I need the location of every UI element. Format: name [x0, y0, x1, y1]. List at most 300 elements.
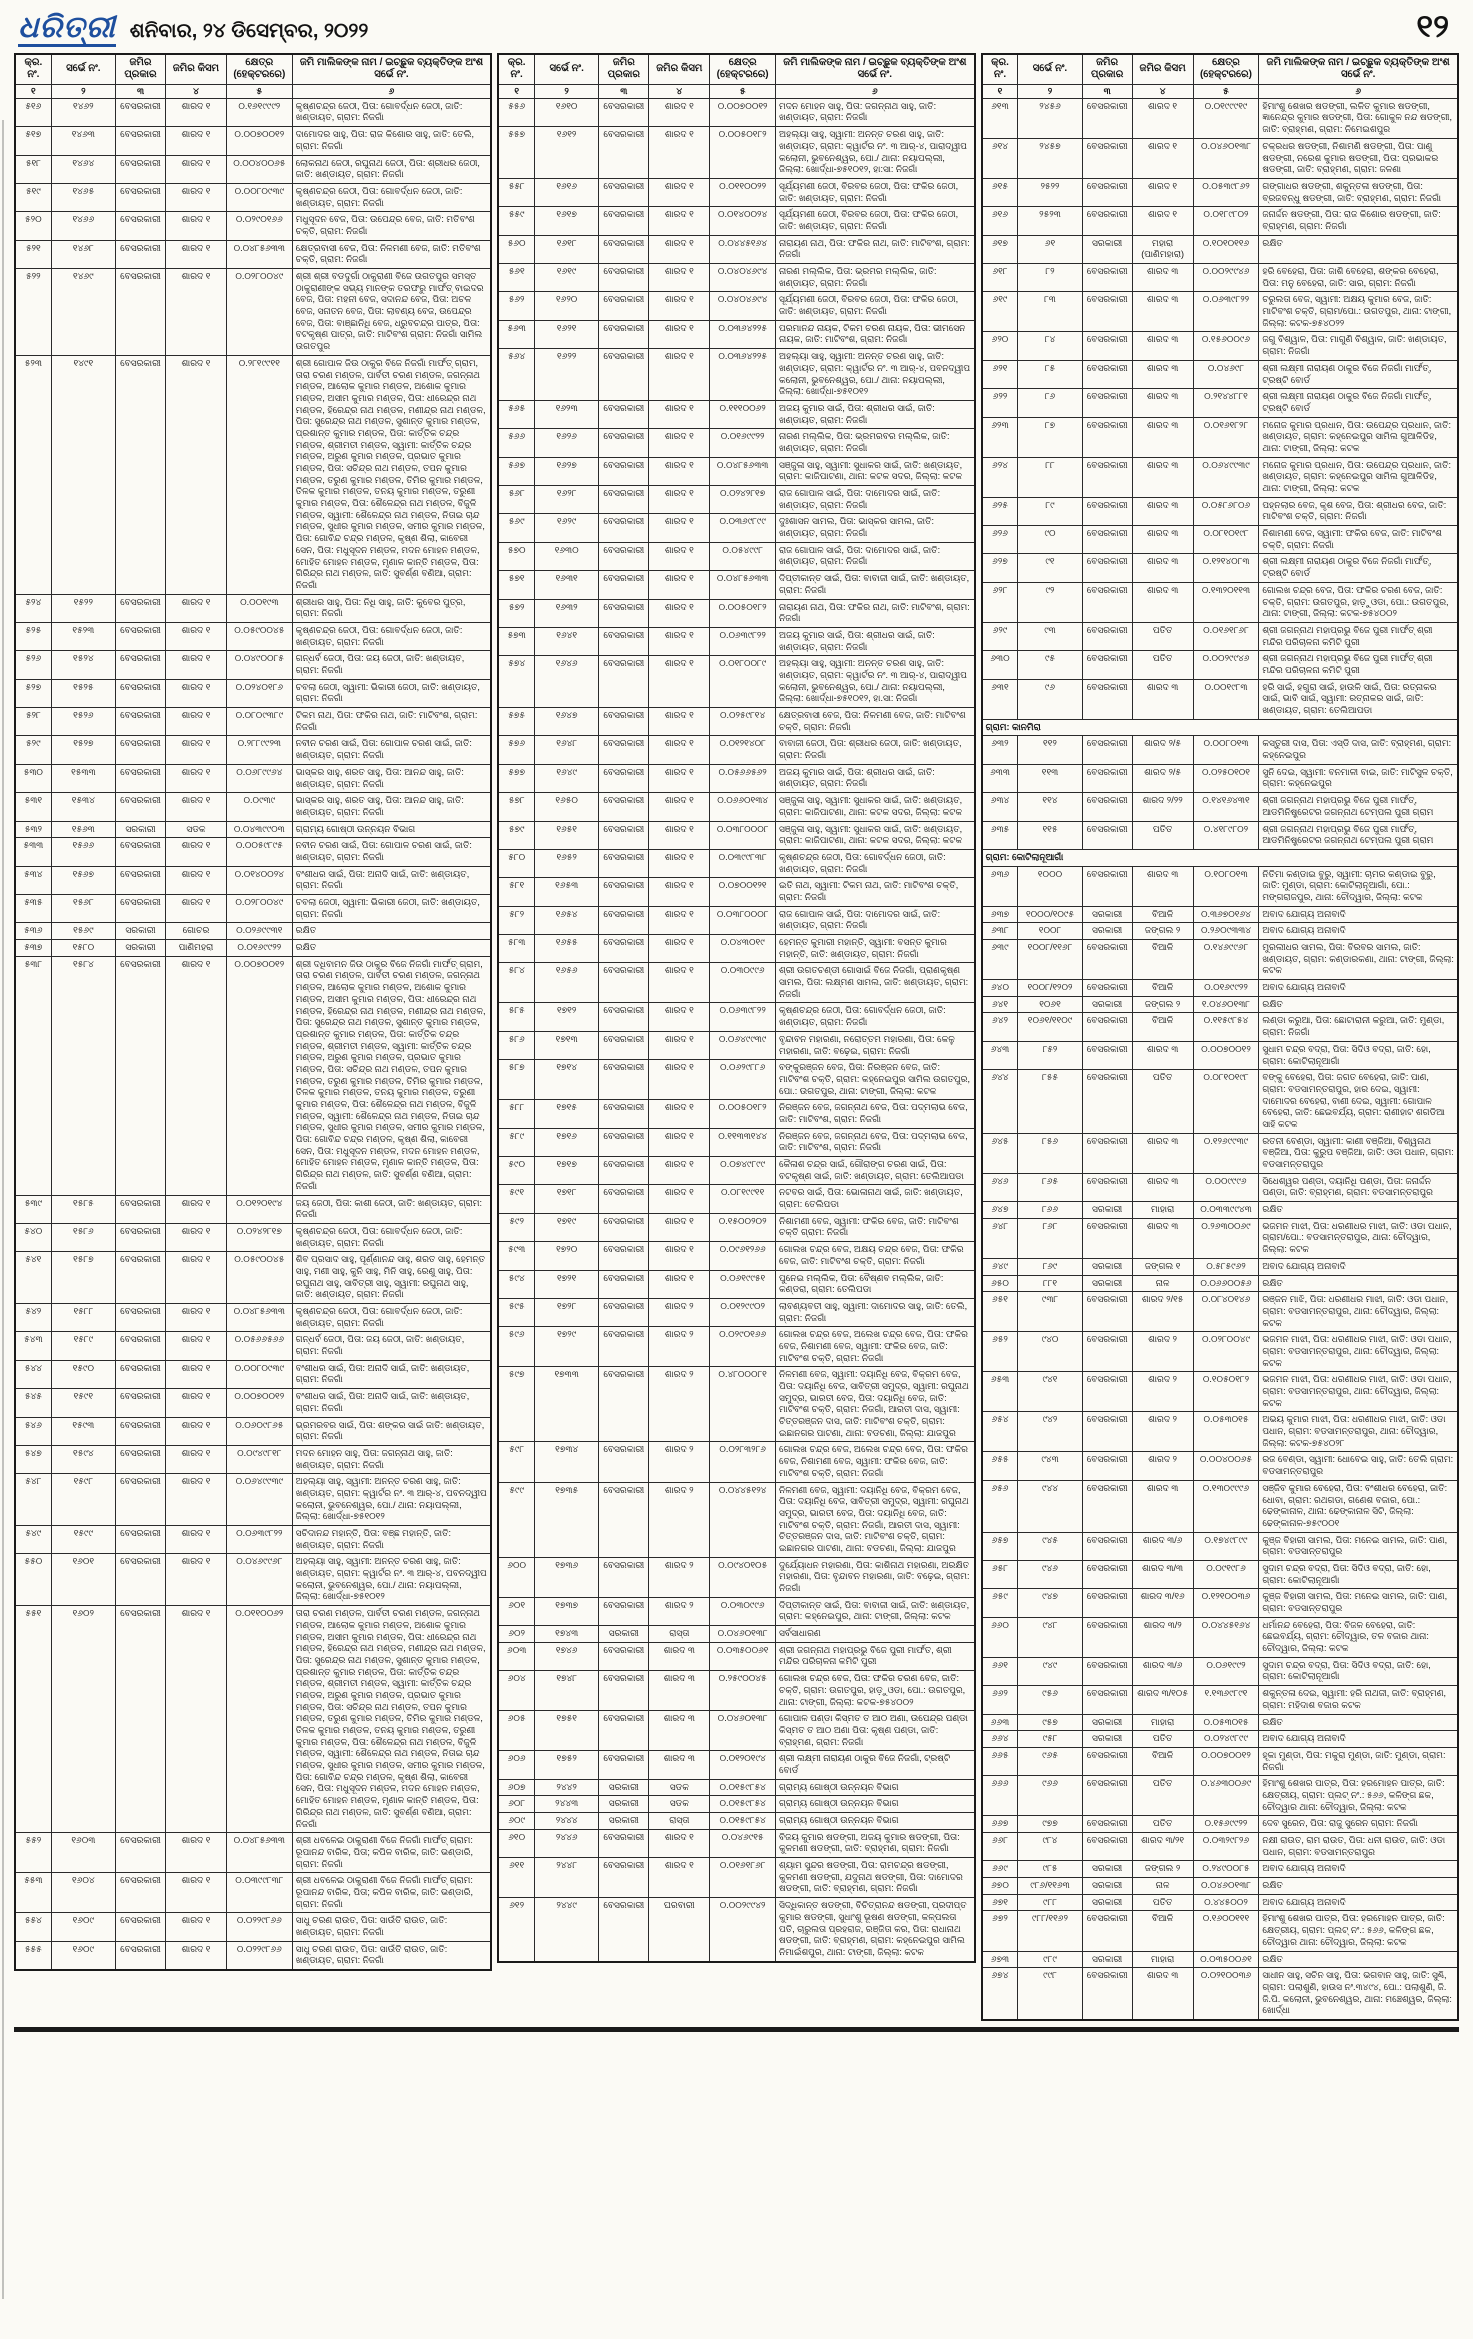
cell-owner-name: ନିରଞ୍ଜନ ବେଜ, ଜଗନ୍ନାଥ ବେଜ, ପିତା: ପଦ୍ମଲାଭ ବେଜ, ଜାତି: ମାଟିବଂଶ, ଗ୍ରାମ: ନିଜଗାଁ — [776, 1128, 975, 1156]
cell-area-hectare: ୦.୦୧୬୧୮୨୮ — [1193, 417, 1259, 457]
cell-survey-no: ୧୫୮୪ — [51, 956, 115, 1195]
table-row — [982, 457, 1458, 497]
cell-serial-no: ୬୬୩ — [982, 1714, 1018, 1731]
cell-area-hectare: ୦.୦୧୫୯୮୫୪ — [710, 1779, 776, 1796]
cell-survey-no: ୧୭୫୨ — [535, 1751, 599, 1779]
cell-land-type: ବେସରକାରୀ — [1082, 1218, 1132, 1258]
cell-survey-no: ୧୭୪୩ — [535, 1626, 599, 1643]
column-header-2: ସର୍ଭେ ନଂ. — [535, 54, 599, 85]
cell-serial-no: ୫୯୨ — [498, 1213, 534, 1241]
cell-land-kisam: ଶାରଦ ୩ — [1132, 1480, 1193, 1532]
cell-area-hectare: ୦.୧୧୫୯୮୫୪ — [1193, 1013, 1259, 1041]
cell-land-type: ବେସରକାରୀ — [599, 627, 649, 655]
cell-serial-no: ୫୨୨ — [15, 269, 51, 356]
cell-land-type: ବେସରକାରୀ — [1082, 764, 1132, 792]
table-row — [982, 1412, 1458, 1452]
cell-land-kisam: ଜଙ୍ଗଲ ୨ — [1132, 996, 1193, 1013]
column-header-4: ଜମିର କିସମ — [1132, 54, 1193, 85]
cell-owner-name: ଚକ୍ରଧର ଷଡଙ୍ଗୀ, ନିଶାମଣି ଷଡଙ୍ଗୀ, ପିତା: ପାଣୁ ଷଡଙ୍ଗୀ, ନରେଶ କୁମାର ଷଡଙ୍ଗୀ, ପିତା: ପ୍ରଭାକର ଷଡଙ୍ଗୀ, ଜାତି: ବ୍ରାହ୍ମଣ, ଗ୍ରାମ: ଜଳଣା — [1259, 138, 1458, 178]
cell-land-kisam: ଶାରଦ ୧ — [1132, 138, 1193, 178]
cell-land-type: ବେସରକାରୀ — [115, 1606, 165, 1833]
cell-survey-no: ୧୫୮୬ — [51, 1223, 115, 1251]
table-row — [982, 1776, 1458, 1816]
cell-owner-name: ଲଣ୍ଡା କରୁଆ, ପିତା: ଛୋଟାରାନୀ କରୁଆ, ଜାତି: ମୁଣ୍ଡା, ଗ୍ରାମ: ନିଜଗାଁ — [1259, 1013, 1458, 1041]
cell-serial-no: ୫୪୨ — [15, 1304, 51, 1332]
cell-area-hectare: ୦.୦୮୧୦୧୯୮ — [1193, 526, 1259, 554]
cell-area-hectare: ୦.୦୪୯୦୦୮୫ — [226, 651, 292, 679]
cell-owner-name: ଶ୍ରୀ ଗୋପାଳ ଜିଉ ଠାକୁର ବିଜେ ନିଜଗାଁ ମାର୍ଫତ୍ ଗ୍ରାମ, ତାରା ଚରଣ ମଣ୍ଡଳ, ପାର୍ବତୀ ଚରଣ ମଣ୍ଡଳ, ଜଗନ୍ନାଥ ମଣ୍ଡଳ, ଆଲୋକ କୁମାର ମଣ୍ଡଳ, ଅଶୋକ କୁମାର ମଣ୍ଡଳ, ଅସୀମ କୁମାର ମଣ୍ଡଳ, ପିତା: ଧୀରେନ୍ଦ୍ର ନାଥ ମଣ୍ଡଳ, ହିରେନ୍ଦ୍ର ନାଥ ମଣ୍ଡଳ, ମଣୀନ୍ଦ୍ର ନାଥ ମଣ୍ଡଳ, ପିତା: ସୁରେନ୍ଦ୍ର ନାଥ ମଣ୍ଡଳ, ସୁଶାନ୍ତ କୁମାର ମଣ୍ଡଳ, ପ୍ରଶାନ୍ତ କୁମାର ମଣ୍ଡଳ, ପିତା: କାର୍ତ୍ତିକ ଚନ୍ଦ୍ର ମଣ୍ଡଳ, ଶ୍ରୀମତୀ ମଣ୍ଡଳ, ସ୍ୱାମୀ: କାର୍ତ୍ତିକ ଚନ୍ଦ୍ର ମଣ୍ଡଳ, ଅରୁଣ କୁମାର ମଣ୍ଡଳ, ପ୍ରଭାତ କୁମାର ମଣ୍ଡଳ, ପିତା: ସଚିନ୍ଦ୍ର ନାଥ ମଣ୍ଡଳ, ତପନ କୁମାର ମଣ୍ଡଳ, ତରୁଣ କୁମାର ମଣ୍ଡଳ, ତିମିର କୁମାର ମଣ୍ଡଳ, ତିଳକ କୁମାର ମଣ୍ଡଳ, ତନୟ କୁମାର ମଣ୍ଡଳ, ତରୁଣୀ କୁମାର ମଣ୍ଡଳ, ପିତା: ଶୈଳେନ୍ଦ୍ର ନାଥ ମଣ୍ଡଳ, ବିଜୁଳି ମଣ୍ଡଳ, ସ୍ୱାମୀ: ଶୈଳେନ୍ଦ୍ର ନାଥ ମଣ୍ଡଳ, ନିତାଇ ଚାନ୍ଦ ମଣ୍ଡଳ, ସୁଧୀର କୁମାର ମଣ୍ଡଳ, ସମୀର କୁମାର ମଣ୍ଡଳ, ପିତା: ଗୋବିନ୍ଦ ଚନ୍ଦ୍ର ମଣ୍ଡଳ, କୃଷ୍ଣ ଶିଲା, କାବେରୀ ସେନ, ପିତା: ମଧୁସୂଦନ ମଣ୍ଡଳ, ମଦନ ମୋହନ ମଣ୍ଡଳ, ମୋହିତ ମୋହନ ମଣ୍ଡଳ, ମୃଣାଳ କାନ୍ତି ମଣ୍ଡଳ, ପିତା: ଗିରିନ୍ଦ୍ର ନାଥ ମଣ୍ଡଳ, ଜାତି: ସୁବର୍ଣ୍ଣ ବଣିଆ, ଗ୍ରାମ: ନିଜଗାଁ — [292, 355, 491, 594]
cell-owner-name: ନିରଞ୍ଜନ ବେଜ, ଜଗନ୍ନାଥ ବେଜ, ପିତା: ପଦ୍ମଲାଭ ବେଜ, ଜାତି: ମାଟିବଂଶ, ଗ୍ରାମ: ନିଜଗାଁ — [776, 1100, 975, 1128]
cell-serial-no: ୫୭୪ — [498, 656, 534, 708]
cell-land-type: ସରକାରୀ — [1082, 1275, 1132, 1292]
cell-serial-no: ୫୫୩ — [15, 1873, 51, 1913]
cell-land-kisam: ଶାରଦ ୧ — [649, 571, 710, 599]
cell-owner-name: ରତନୀ ବେଣ୍ଡା, ସ୍ୱାମୀ: କାଣୀ ବଞ୍ଜିଆ, ବିଶ୍ୱନାଥ ବଞ୍ଜିଆ, ପିତା: କୁରୁପ ବଞ୍ଜିଆ, ଜାତି: ଓଡା ପଧାନ, ଗ୍ରାମ: ବଡସାମନ୍ତରାପୁର — [1259, 1133, 1458, 1173]
cell-land-kisam: ଶାରଦ ୧ — [649, 1829, 710, 1857]
cell-survey-no: ୧୬୫୬ — [535, 963, 599, 1003]
cell-serial-no: ୫୯୩ — [498, 1242, 534, 1270]
cell-land-type: ବେସରକାରୀ — [115, 183, 165, 211]
village-section-row — [982, 849, 1458, 866]
cell-land-kisam: ଶାରଦ ୨ — [1132, 1332, 1193, 1372]
cell-owner-name: ସୂର୍ଯ୍ୟମଣୀ ଜେଠୀ, ବିରବର ଜେଠୀ, ପିତା: ଫକିର ଜେଠୀ, ଜାତି: ଖଣ୍ଡାୟତ, ଗ୍ରାମ: ନିଜଗାଁ — [776, 207, 975, 235]
table-row — [498, 793, 974, 821]
cell-owner-name: ଗନ୍ଧର୍ବ ଜେଠୀ, ପିତା: ଜୟ ଜେଠୀ, ଜାତି: ଖଣ୍ଡାୟତ, ଗ୍ରାମ: ନିଜଗାଁ — [292, 651, 491, 679]
table-row — [15, 1941, 491, 1970]
cell-land-kisam: ଶାରଦ ୧ — [649, 349, 710, 401]
cell-survey-no: ୧୭୩୪ — [535, 1442, 599, 1482]
cell-land-kisam: ଶାରଦ ୧ — [165, 895, 226, 923]
cell-area-hectare: ୦.୦୧୬୯୯୨୨ — [710, 429, 776, 457]
cell-area-hectare: ୦.୦୫୮୬୮୦୬ — [1193, 497, 1259, 525]
table-row — [498, 1031, 974, 1059]
cell-survey-no: ୧୫୯୩ — [51, 1417, 115, 1445]
cell-land-kisam: ଘରବାରୀ — [649, 1898, 710, 1962]
cell-serial-no: ୫୩୬ — [15, 923, 51, 940]
cell-area-hectare: ୦.୦୧୬୧୮୬୮ — [710, 1858, 776, 1898]
table-header — [982, 54, 1458, 99]
cell-survey-no: ୧୫୬୮ — [51, 895, 115, 923]
cell-land-kisam: ଶାରଦ ୧ — [165, 1417, 226, 1445]
cell-land-type: ବେସରକାରୀ — [1082, 980, 1132, 997]
cell-survey-no: ୮୫୫ — [1018, 1070, 1082, 1133]
cell-land-type: ବେସରକାରୀ — [599, 1367, 649, 1442]
cell-owner-name: ହିମାଂଶୁ ଶେଖର ଷଡଙ୍ଗୀ, ଲଳିତ କୁମାର ଷଡଙ୍ଗୀ, ଜ୍ଞାନେନ୍ଦ୍ର କୁମାର ଷଡଙ୍ଗୀ, ପିତା: ଗୋକୁଳ ନନ୍ଦ ଷଡଙ୍ଗୀ, ଜାତି: ବ୍ରାହ୍ମଣ, ଗ୍ରାମ: ନିମେଇଶପୁର — [1259, 98, 1458, 138]
cell-serial-no: ୬୩୭ — [982, 906, 1018, 923]
table-row — [982, 360, 1458, 388]
cell-land-kisam: ବିଆଳି — [1132, 1747, 1193, 1775]
cell-owner-name: ହିମାଂଶୁ ଶେଖର ପାତ୍ର, ପିତା: ହରମୋହନ ପାତ୍ର, ଜାତି: କ୍ଷେତ୍ରୀୟ, ଗ୍ରାମ: ପ୍ଲଟ୍ ନଂ.: ୫୬୬, କଳିଙ୍ଗ ଛକ, ଚୌଦ୍ୱାର ଥାନା: ଚୌଦ୍ୱାର, ଜିଲ୍ଲା: କଟକ — [1259, 1911, 1458, 1951]
table-row — [15, 821, 491, 838]
cell-survey-no: ୯୮୮ — [1018, 1894, 1082, 1911]
cell-owner-name: ନବୀନ ଚରଣ ସାଇଁ, ପିତା: ଗୋପାଳ ଚରଣ ସାଇଁ, ଜାତି: ଖଣ୍ଡାୟତ, ଗ୍ରାମ: ନିଜଗାଁ — [292, 838, 491, 866]
cell-owner-name: ରଜ ବେଣ୍ଡା, ସ୍ୱାମୀ: ଧୋବେଇ ସାହୁ, ଜାତି: ତେଲି ଗ୍ରାମ: ବଡସାମନ୍ତରାପୁର — [1259, 1452, 1458, 1480]
land-records-table — [14, 53, 492, 1972]
column-number-5: ୫ — [710, 84, 776, 98]
cell-land-type: ବେସରକାରୀ — [1082, 866, 1132, 906]
cell-land-type: ବେସରକାରୀ — [599, 1031, 649, 1059]
cell-owner-name: ଅହଲ୍ୟା ସାହୁ, ସ୍ୱାମୀ: ଅନନ୍ତ ଚରଣ ସାହୁ, ଜାତି: ଖଣ୍ଡାୟତ, ଗ୍ରାମ: କ୍ୱାର୍ଟର ନଂ. ୩ ଆର୍-୪, ପାରାଦ୍ୱୀପ କଲୋନୀ, ଭୁବନେଶ୍ୱର, ପୋ./ ଥାନା: ନୟାପଲ୍ଲୀ, ଜିଲ୍ଲା: ଖୋର୍ଦ୍ଧା-୭୫୧୦୧୨, ହା:ସା: ନିଜଗାଁ — [776, 127, 975, 179]
cell-serial-no: ୫୨୪ — [15, 594, 51, 622]
cell-land-type: ସରକାରୀ — [1082, 1258, 1132, 1275]
cell-land-kisam: ଶାରଦ ୨ — [1132, 1412, 1193, 1452]
cell-owner-name: ସିଦ୍ଧିକାନ୍ତ ଷଡଙ୍ଗୀ, ବିଚିତ୍ରାନନ୍ଦ ଷଡଙ୍ଗୀ, ପ୍ରଦୀପ୍ତ କୁମାର ଷଡଙ୍ଗୀ, ସୁଧାଂଶୁ ଭୂଷଣ ଷଡଙ୍ଗୀ, କଳ୍ପଲତା ପତି, ଚାରୁଲତା ପ୍ରହରାଜ, ରଞ୍ଜିତା କର, ପିତା: ରାଧାନାଥ ଷଡଙ୍ଗୀ, ଜାତି: ବ୍ରାହ୍ମଣ, ଗ୍ରାମ: କହ୍ନେଇପୁର ସାମିଲ ନିମାଇଁଶପୁର, ଥାନା: ଟାଙ୍ଗୀ, ଜିଲ୍ଲା: କଟକ — [776, 1898, 975, 1962]
table-row — [498, 599, 974, 627]
table-row — [15, 736, 491, 764]
cell-land-kisam: ଶାରଦ ୩ — [1132, 389, 1193, 417]
cell-owner-name: ସୁଦାମ ଚନ୍ଦ୍ର ବଦ୍ରା, ପିତା: ସିଦିଓ ବଦ୍ରା, ଜାତି: ହୋ, ଗ୍ରାମ: କୋଟିଲାନୂଆଗାଁ — [1259, 1657, 1458, 1685]
cell-owner-name: ରକ୍ଷିତ — [1259, 235, 1458, 263]
table-row — [498, 1128, 974, 1156]
cell-survey-no: ୧୬୪୯ — [535, 764, 599, 792]
cell-land-kisam: ପତିତ — [1132, 1776, 1193, 1816]
cell-area-hectare: ୦.୦୨୫୯୮୧୪ — [710, 708, 776, 736]
table-row — [15, 1252, 491, 1304]
cell-survey-no: ୧୫୯୧ — [51, 1389, 115, 1417]
cell-owner-name: କୁଞ୍ଜ ବିହାରୀ ସାମଲ, ପିତା: ମନେଇ ସାମଲ, ଜାତି: ପାଣ, ଗ୍ରାମ: ବଡସାନ୍ତରାପୁର — [1259, 1589, 1458, 1617]
cell-owner-name: ଗନ୍ଧର୍ବ ଜେଠୀ, ପିତା: ଜୟ ଜେଠୀ, ଜାତି: ଖଣ୍ଡାୟତ, ଗ୍ରାମ: ନିଜଗାଁ — [292, 1332, 491, 1360]
cell-survey-no: ୧୫୩୩ — [51, 764, 115, 792]
cell-land-type: ବେସରକାରୀ — [599, 1100, 649, 1128]
cell-land-type: ସରକାରୀ — [1082, 1731, 1132, 1748]
cell-owner-name: ପୁନେଇ ମଲ୍ଲିକ, ପିତା: ବୈଷ୍ଣବ ମଲ୍ଲିକ, ଜାତି: କଣ୍ଡରା, ଗ୍ରାମ: ତେଲିପଡା — [776, 1270, 975, 1298]
cell-area-hectare: ୦.୦୦୭୦୦୧୨ — [710, 98, 776, 126]
cell-land-kisam: ଶାରଦ ୧ — [165, 355, 226, 594]
cell-land-type: ସରକାରୀ — [115, 940, 165, 957]
cell-serial-no: ୫୫୯ — [498, 207, 534, 235]
cell-area-hectare: ୦.୦୩୨୯୮୨୬ — [1193, 1833, 1259, 1861]
cell-serial-no: ୬୧୧ — [498, 1858, 534, 1898]
cell-area-hectare: ୦.୦୬୬୦୧୩୪ — [710, 793, 776, 821]
cell-land-kisam: ମାହାରା — [1132, 1714, 1193, 1731]
cell-land-kisam: ଶାରଦ ୨ — [649, 1557, 710, 1597]
cell-owner-name: ଜଗୁ ବିଶ୍ୱାଳ, ପିତା: ମାଗୁଣି ବିଶ୍ୱାଳ, ଜାତି: ଖଣ୍ଡାୟତ, ଗ୍ରାମ: ନିଜଗାଁ — [1259, 332, 1458, 360]
cell-survey-no: ୧୫୮୯ — [51, 1332, 115, 1360]
cell-land-type: ବେସରକାରୀ — [599, 349, 649, 401]
cell-owner-name: କୃଷ୍ଣଚନ୍ଦ୍ର ଜେଠୀ, ପିତା: ଗୋବର୍ଦ୍ଧନ ଜେଠୀ, ଜାତି: ଖଣ୍ଡାୟତ, ଗ୍ରାମ: ନିଜଗାଁ — [292, 183, 491, 211]
cell-area-hectare: ୦.୦୪୬୦୧୩୮ — [1193, 1878, 1259, 1895]
table-row — [982, 1292, 1458, 1332]
table-row — [498, 127, 974, 179]
cell-area-hectare: ୦.୦୪୮୫୬୩୩ — [226, 1833, 292, 1873]
cell-serial-no: ୫୩୮ — [15, 956, 51, 1195]
cell-land-kisam: ଶାରଦ ୧ — [165, 679, 226, 707]
cell-land-type: ବେସରକାରୀ — [599, 656, 649, 708]
cell-survey-no: ୧୬୦୨ — [51, 1606, 115, 1833]
cell-survey-no: ୯୩ — [1018, 622, 1082, 650]
cell-survey-no: ୧୬୨୧ — [535, 320, 599, 348]
cell-land-kisam: ଶାରଦ ୧ — [165, 1606, 226, 1833]
cell-serial-no: ୫୭୨ — [498, 599, 534, 627]
table-row — [498, 457, 974, 485]
cell-land-type: ବେସରକାରୀ — [115, 98, 165, 126]
cell-land-type: ବେସରକାରୀ — [115, 1252, 165, 1304]
table-row — [498, 1060, 974, 1100]
cell-area-hectare: ୦.୧୦୫୦୧୮୨ — [1193, 1372, 1259, 1412]
cell-survey-no: ୯୮୯ — [1018, 1951, 1082, 1968]
cell-land-kisam: ଶାରଦ ୧ — [165, 736, 226, 764]
cell-area-hectare: ୦.୦୨୮୦୦୪୯ — [226, 269, 292, 356]
cell-area-hectare: ୦.୦୧୨୦୧୯୪ — [226, 1195, 292, 1223]
table-row — [498, 1242, 974, 1270]
cell-land-kisam: ଶାରଦ ୧ — [649, 656, 710, 708]
cell-area-hectare: ୦.୦୧୧୦୦୨୨ — [710, 178, 776, 206]
cell-serial-no: ୫୧୯ — [15, 183, 51, 211]
cell-land-type: ବେସରକାରୀ — [599, 292, 649, 320]
cell-serial-no: ୬୦୫ — [498, 1711, 534, 1751]
table-row — [498, 1100, 974, 1128]
cell-owner-name: ନିଳମଣୀ ବେଜ, ସ୍ୱାମୀ: ଦୟାନିଧି ବେଜ, ବିକ୍ରମ ବେଜ, ପିତା: ଦୟାନିଧି ବେଜ, ସାବିତ୍ରୀ ସମୁଦ୍ର, ସ୍ୱାମୀ: ରଘୁନାଥ ସମୁଦ୍ର, ଭାରତୀ ବେଜ, ପିତା: ଦୟାନିଧି ବେଜ, ଜାତି: ମାଟିବଂଶ ଚକ୍ତି, ଗ୍ରାମ: ନିଜଗାଁ, ଆରତୀ ଦାସ, ସ୍ୱାମୀ: ଚିତ୍ତରଞ୍ଜନ ଦାସ, ଜାତି: ମାଟିବଂଶ ଚକ୍ତି, ଗ୍ରାମ: ଇଛାନଗର ପାଟଣା, ଥାନା: ବଡଚଣା, ଜିଲ୍ଲା: ଯାଜପୁର — [776, 1482, 975, 1557]
cell-area-hectare: ୦.୦୧୮୦୦୮୯ — [710, 656, 776, 708]
cell-land-type: ବେସରକାରୀ — [115, 708, 165, 736]
cell-serial-no: ୫୭୭ — [498, 764, 534, 792]
cell-owner-name: ସର୍ବସାଧାରଣ — [776, 1626, 975, 1643]
cell-serial-no: ୬୦୧ — [498, 1597, 534, 1625]
cell-land-kisam: ପତିତ — [1132, 1894, 1193, 1911]
cell-serial-no: ୫୩୦ — [15, 764, 51, 792]
cell-serial-no: ୫୫୪ — [15, 1913, 51, 1941]
cell-owner-name: ଅହଲ୍ୟା ସାହୁ, ସ୍ୱାମୀ: ଅନନ୍ତ ଚରଣ ସାହୁ, ଜାତି: ଖଣ୍ଡାୟତ, ଗ୍ରାମ: କ୍ୱାର୍ଟର ନଂ. ୩ ଆର୍-୪, ପବନଦ୍ୱୀପ କଲୋନୀ, ଭୁବନେଶ୍ୱର, ପୋ./ ଥାନା: ନୟାପଲ୍ଲୀ, ଜିଲ୍ଲା: ଖୋର୍ଦ୍ଧା-୭୫୧୦୧୨ — [292, 1474, 491, 1526]
cell-survey-no: ୧୭୩୩ — [535, 1367, 599, 1442]
cell-land-type: ବେସରକାରୀ — [599, 1858, 649, 1898]
column-header-6: ଜମି ମାଲିକଙ୍କ ନାମ / ଇଚ୍ଛୁକ ବ୍ୟକ୍ତିଙ୍କ ଅଂଶ ସର୍ଭେ ନଂ. — [1259, 54, 1458, 85]
cell-owner-name: ନକ୍ଷୀ ରାଉତ, ରାମ ରାଉତ, ପିତା: ଧନୀ ରାଉତ, ଜାତି: ଓଡା ପଧାନ, ଗ୍ରାମ: ବଡସାମନ୍ତରାପୁର — [1259, 1833, 1458, 1861]
table-row — [982, 1070, 1458, 1133]
cell-owner-name: ଲୋକନାଥ ଜେଠୀ, ରଘୁନାଥ ଜେଠୀ, ପିତା: ଶ୍ରୀଧର ଜେଠୀ, ଜାତି: ଖଣ୍ଡାୟତ, ଗ୍ରାମ: ନିଜଗାଁ — [292, 155, 491, 183]
cell-area-hectare: ୦.୧୫୬୯୯୨୨ — [1193, 1816, 1259, 1833]
cell-land-type: ବେସରକାରୀ — [115, 838, 165, 866]
cell-survey-no: ୧୬୨୨ — [535, 349, 599, 401]
cell-area-hectare: ୦.୧୨୧୦୦୩୬ — [1193, 1589, 1259, 1617]
cell-survey-no: ୬୧ — [1018, 235, 1082, 263]
cell-survey-no: ୧୬୦୯ — [51, 1941, 115, 1970]
table-row — [982, 582, 1458, 622]
table-row — [498, 1003, 974, 1031]
cell-survey-no: ୯୫୬ — [1018, 1686, 1082, 1714]
cell-land-kisam: ଶାରଦ ୧ — [165, 1833, 226, 1873]
cell-survey-no: ୧୫୯୯ — [51, 1526, 115, 1554]
cell-land-type: ବେସରକାରୀ — [599, 1298, 649, 1326]
cell-serial-no: ୫୬୪ — [498, 349, 534, 401]
cell-survey-no: ୯୪୦ — [1018, 1332, 1082, 1372]
cell-owner-name: ଅବାଦ ଯୋଗ୍ୟ ଅନାବାଦି — [1259, 1258, 1458, 1275]
cell-owner-name: ରଞ୍ଜନ ମାଝି, ପିତା: ଧରଣୀଧର ମାଝୀ, ଜାତି: ଓଡା ପଧାନ, ଗ୍ରାମ: ବଡସାମନ୍ତରାପୁର, ଥାନା: ଚୌଦ୍ୱାର, ଜିଲ୍ଲା: କଟକ — [1259, 1292, 1458, 1332]
cell-serial-no: ୫୬୮ — [498, 486, 534, 514]
cell-serial-no: ୬୭୨ — [982, 1911, 1018, 1951]
cell-owner-name: ଶ୍ୟାମ ସୁନ୍ଦର ଷଡଙ୍ଗୀ, ପିତା: ରାମଚନ୍ଦ୍ର ଷଡଙ୍ଗୀ, କୁଳମଣୀ ଷଡଙ୍ଗୀ, ଯଦୁନାଥ ଷଡଙ୍ଗୀ, ପିତା: ଦାମୋଦର ଷଡଙ୍ଗୀ, ଜାତି: ବ୍ରାହ୍ମଣ, ଗ୍ରାମ: ନିଜଗାଁ — [776, 1858, 975, 1898]
cell-owner-name: ଅଜୟ କୁମାର ସାଇଁ, ପିତା: ଶ୍ରୀଧର ସାଇଁ, ଜାତି: ଖଣ୍ଡାୟତ, ଗ୍ରାମ: ନିଜଗାଁ — [776, 627, 975, 655]
cell-owner-name: ସଞ୍ଜିବ କୁମାର ବେହେରା, ପିତା: ବଂଶୀଧର ବେହେରା, ଜାତି: ଧୋବା, ଗ୍ରାମ: ରଥଗଡା, ଗଣେଶ ବଜାର, ପୋ.: ଢେଙ୍କାନାଳ, ଥାନା: ଢେଙ୍କାନାଳ ସିଟି, ଜିଲ୍ଲା: ଢେଙ୍କାନାଳ-୭୫୯୦୦୧ — [1259, 1480, 1458, 1532]
cell-serial-no: ୬୪୧ — [982, 996, 1018, 1013]
cell-land-kisam: ଶାରଦ ୧ — [649, 98, 710, 126]
cell-land-kisam: ଶାରଦ ୩/୨ — [1132, 1617, 1193, 1657]
table-row — [15, 1474, 491, 1526]
cell-owner-name: ଅହଲ୍ୟା ସାହୁ, ସ୍ୱାମୀ: ଅନନ୍ତ ଚରଣ ସାହୁ, ଜାତି: ଖଣ୍ଡାୟତ, ଗ୍ରାମ: କ୍ୱାର୍ଟର ନଂ. ୩ ଆର୍-୪, ପବନଦ୍ୱୀପ କଲୋନୀ, ଭୁବନେଶ୍ୱର, ପୋ./ ଥାନା: ନୟାପଲ୍ଲୀ, ଜିଲ୍ଲା: ଖୋର୍ଦ୍ଧା-୭୫୧୦୧୨ — [292, 1554, 491, 1606]
cell-land-type: ବେସରକାରୀ — [599, 906, 649, 934]
cell-serial-no: ୫୩୫ — [15, 895, 51, 923]
cell-area-hectare: ୦.୦୪୬୦୧୩୮ — [710, 1626, 776, 1643]
cell-owner-name: ନାରଣ ମଲ୍ଲିକ, ପିତା: ଭ୍ରମରବର ମଲ୍ଲିକ, ଜାତି: ଖଣ୍ଡାୟତ, ଗ୍ରାମ: ନିଜଗାଁ — [776, 429, 975, 457]
table-row — [498, 1185, 974, 1213]
cell-area-hectare: ୦.୦୦୪୦୦୬୫ — [226, 155, 292, 183]
cell-land-type: ବେସରକାରୀ — [1082, 1911, 1132, 1951]
cell-owner-name: ସଞ୍ଜୁଳା ସାହୁ, ସ୍ୱାମୀ: ସୁଧାକର ସାଇଁ, ଜାତି: ଖଣ୍ଡାୟତ, ଗ୍ରାମ: କାଜିପାଟଣା, ଥାନା: କଟକ ସଦର, ଜିଲ୍ଲା: କଟକ — [776, 457, 975, 485]
cell-area-hectare: ୦.୦୨୮୩୨୮୬ — [710, 1442, 776, 1482]
cell-area-hectare: ୦.୦୫୩୦୧୫ — [1193, 1412, 1259, 1452]
table-row — [15, 1360, 491, 1388]
table-row — [15, 679, 491, 707]
table-row — [982, 1452, 1458, 1480]
table-row — [498, 292, 974, 320]
cell-area-hectare: ୦.୧୪୬୯୯୬୮ — [1193, 940, 1259, 980]
cell-survey-no: ୯୪୫ — [1018, 1532, 1082, 1560]
cell-area-hectare: ୦.୦୧୬୯୯୨୨ — [226, 940, 292, 957]
cell-survey-no: ୧୬୨୬ — [535, 429, 599, 457]
cell-serial-no: ୬୨୧ — [982, 360, 1018, 388]
cell-land-kisam: ଶାରଦ ୧ — [649, 1242, 710, 1270]
cell-survey-no: ୧୪୬୪ — [51, 155, 115, 183]
cell-land-type: ବେସରକାରୀ — [1082, 207, 1132, 235]
cell-area-hectare: ୦.୦୦୮୦୧୩ — [1193, 736, 1259, 764]
cell-area-hectare: ୦.୦୬୬୦୦୫୬ — [1193, 1275, 1259, 1292]
cell-land-kisam: ପତିତ — [1132, 1731, 1193, 1748]
cell-serial-no: ୬୩୮ — [982, 923, 1018, 940]
cell-owner-name: ସୁନି ଦେଇ, ସ୍ୱାମୀ: ବନମାଳୀ ବାଇ, ଜାତି: ମାଟିସୁଳ ଚକ୍ତି, ଗ୍ରାମ: କହ୍ନେଇପୁର — [1259, 764, 1458, 792]
cell-serial-no: ୫୬୦ — [498, 235, 534, 263]
cell-land-type: ବେସରକାରୀ — [1082, 1452, 1132, 1480]
cell-serial-no: ୫୩୭ — [15, 940, 51, 957]
cell-area-hectare: ୦.୦୨୮୦୦୪୯ — [1193, 1332, 1259, 1372]
cell-survey-no: ୧୦୦୮ — [1018, 923, 1082, 940]
table-row — [982, 526, 1458, 554]
cell-owner-name: ଦୁର୍ଯ୍ୟୋଧନ ମହାରଣା, ପିତା: କାଶିନାଥ ମହାରଣା, ଅରକ୍ଷିତ ମହାରଣା, ପିତା: ବୃନ୍ଦାବନ ମହାରଣା, ଜାତି: ବଢ଼େଇ, ଗ୍ରାମ: ନିଜଗାଁ — [776, 1557, 975, 1597]
cell-land-kisam: ବିଆଳି — [1132, 1911, 1193, 1951]
column-header-5: କ୍ଷେତ୍ର (ହେକ୍ଟରରେ) — [1193, 54, 1259, 85]
cell-land-kisam: ଶାରଦ ୧ — [649, 1270, 710, 1298]
cell-area-hectare: ୦.୦୨୯୦୧୬୬ — [710, 1327, 776, 1367]
cell-owner-name: ଦୁଃଶାସନ ସାମଲ, ପିତା: ଭାସ୍କର ସାମଲ, ଜାତି: ଖଣ୍ଡାୟତ, ଗ୍ରାମ: ନିଜଗାଁ — [776, 514, 975, 542]
cell-area-hectare: ୦.୦୮୪୦୧୪୬ — [1193, 1292, 1259, 1332]
cell-survey-no: ୯୪୪ — [1018, 1480, 1082, 1532]
cell-land-kisam: ଗୋଚର — [165, 923, 226, 940]
cell-land-kisam: ଶାରଦ ୧ — [165, 1913, 226, 1941]
table-row — [498, 1813, 974, 1830]
cell-survey-no: ୧୫୯୮ — [51, 1474, 115, 1526]
cell-survey-no: ୧୫୮୫ — [51, 1195, 115, 1223]
cell-area-hectare: ୦.୦୩୮୦୦୦୮ — [710, 821, 776, 849]
cell-area-hectare: ୦.୦୪୪୫୧୬୪ — [1193, 1617, 1259, 1657]
cell-owner-name: ମଦନ ମୋହନ ସାହୁ, ପିତା: ଜଗନ୍ନାଥ ସାହୁ, ଜାତି: ଖଣ୍ଡାୟତ, ଗ୍ରାମ: ନିଜଗାଁ — [776, 98, 975, 126]
cell-land-type: ବେସରକାରୀ — [1082, 1968, 1132, 2020]
cell-survey-no: ୧୫୮୮ — [51, 1304, 115, 1332]
cell-area-hectare: ୦.୦୩୬୯୮୯୯ — [710, 514, 776, 542]
column-number-4: ୪ — [1132, 84, 1193, 98]
table-row — [498, 1270, 974, 1298]
cell-land-type: ବେସରକାରୀ — [1082, 292, 1132, 332]
cell-survey-no: ୧୭୨୯ — [535, 1327, 599, 1367]
cell-owner-name: ନିଶାମଣୀ ବେଜ, ସ୍ୱାମୀ: ଫକିର ବେଜ, ଜାତି: ମାଟିବଂଶ ଚକ୍ତି ଗ୍ରାମ: ନିଜଗାଁ — [776, 1213, 975, 1241]
table-row — [15, 1873, 491, 1913]
cell-owner-name: ଦାମୋଦର ସାହୁ, ପିତା: ରାଜ କିଶୋର ସାହୁ, ଜାତି: ତେଲି, ଗ୍ରାମ: ନିଜଗାଁ — [292, 127, 491, 155]
cell-survey-no: ୧୫୬୩ — [51, 821, 115, 838]
cell-serial-no: ୫୫୧ — [15, 1606, 51, 1833]
column-number-6: ୬ — [1259, 84, 1458, 98]
cell-survey-no: ୧୬୪୬ — [535, 656, 599, 708]
cell-area-hectare: ୦.୦୪୬୯୮ — [1193, 360, 1259, 388]
cell-survey-no: ୧୫୮୦ — [51, 940, 115, 957]
cell-area-hectare: ୦.୦୦୮୦୯୩୯ — [226, 1360, 292, 1388]
cell-area-hectare: ୦.୦୧୪୦୦୨୪ — [226, 866, 292, 894]
cell-serial-no: ୬୪୩ — [982, 1041, 1018, 1069]
cell-owner-name: ସୁଧାମ ଚନ୍ଦ୍ର ବଦ୍ରା, ପିତା: ସିଦିଓ ବଦ୍ରା, ଜାତି: ହୋ, ଗ୍ରାମ: କୋଟିଲାନୂଆଗାଁ — [1259, 1041, 1458, 1069]
cell-land-kisam: ନାଳ — [1132, 1878, 1193, 1895]
table-row — [982, 866, 1458, 906]
cell-serial-no: ୬୨୪ — [982, 457, 1018, 497]
cell-serial-no: ୫୨୯ — [15, 736, 51, 764]
cell-serial-no: ୫୩୨ — [15, 821, 51, 838]
cell-serial-no: ୬୩୫ — [982, 821, 1018, 849]
cell-land-type: ବେସରକାରୀ — [1082, 98, 1132, 138]
cell-area-hectare: ୦.୦୧୧୦୦୬୨ — [226, 1606, 292, 1833]
table-row — [982, 1480, 1458, 1532]
table-header — [15, 54, 491, 99]
cell-owner-name: ଗ୍ରାମ୍ୟ ଗୋଷ୍ଠୀ ଉନ୍ନୟନ ବିଭାଗ — [776, 1779, 975, 1796]
cell-owner-name: ବିଜୟ କୁମାର ଷଡଙ୍ଗୀ, ଅଜୟ କୁମାର ଷଡଙ୍ଗୀ, ପିତା: କୁଳମଣୀ ଷଡଙ୍ଗୀ, ଜାତି: ବ୍ରାହ୍ମଣ, ଗ୍ରାମ: ନିଜଗାଁ — [776, 1829, 975, 1857]
cell-area-hectare: ୦.୦୬୪୯୯୩୯ — [226, 1474, 292, 1526]
table-row — [982, 178, 1458, 206]
cell-serial-no: ୫୪୭ — [15, 1445, 51, 1473]
cell-land-type: ବେସରକାରୀ — [1082, 1532, 1132, 1560]
cell-land-kisam: ଜଙ୍ଗଲ ୧ — [1132, 1258, 1193, 1275]
table-row — [498, 1482, 974, 1557]
cell-survey-no: ୯୧ — [1018, 554, 1082, 582]
cell-land-type: ବେସରକାରୀ — [599, 207, 649, 235]
cell-land-type: ବେସରକାରୀ — [599, 457, 649, 485]
cell-owner-name: ଭଜମନ ମାଝୀ, ପିତା: ଧରଣୀଧର ମାଝୀ, ଜାତି: ଓଡା ପଧାନ, ଗ୍ରାମ/ପୋ.: ବଡସାମନ୍ତରାପୁର, ଥାନା: ଚୌଦ୍ୱାର, ଜିଲ୍ଲା: କଟକ — [1259, 1218, 1458, 1258]
table-row — [498, 486, 974, 514]
cell-owner-name: ଚରୁଲତା ବେଜ, ସ୍ୱାମୀ: ଅକ୍ଷୟ କୁମାର ବେଜ, ଜାତି: ମାଟିବଂଶ ଚକ୍ତି, ଗ୍ରାମ/ପୋ.: ଉଗତପୁର, ଥାନା: ଟାଙ୍ଗୀ, ଜିଲ୍ଲା: କଟକ-୭୫୪୦୨୨ — [1259, 292, 1458, 332]
cell-land-type: ସରକାରୀ — [1082, 1951, 1132, 1968]
cell-survey-no: ୯୫୮ — [1018, 1731, 1082, 1748]
cell-land-kisam: ଶାରଦ ୧ — [649, 627, 710, 655]
cell-survey-no: ୮୬ — [1018, 389, 1082, 417]
cell-land-type: ବେସରକାରୀ — [1082, 940, 1132, 980]
cell-survey-no: ୮୫୨ — [1018, 1041, 1082, 1069]
column-header-1: କ୍ର. ନଂ. — [982, 54, 1018, 85]
cell-land-type: ବେସରକାରୀ — [1082, 178, 1132, 206]
cell-serial-no: ୬୦୦ — [498, 1557, 534, 1597]
table-row — [982, 264, 1458, 292]
cell-owner-name: ଅବାଦ ଯୋଗ୍ୟ ଅନାବାଦି — [1259, 906, 1458, 923]
cell-survey-no: ୧୬୪୭ — [535, 708, 599, 736]
cell-land-kisam: ଶାରଦ ୧ — [165, 866, 226, 894]
cell-serial-no: ୫୨୮ — [15, 708, 51, 736]
cell-serial-no: ୫୪୦ — [15, 1223, 51, 1251]
cell-survey-no: ୨୫୨୩ — [1018, 207, 1082, 235]
cell-land-type: ବେସରକାରୀ — [115, 764, 165, 792]
cell-land-kisam: ନାଳ — [1132, 1275, 1193, 1292]
cell-survey-no: ୧୬୨୦ — [535, 292, 599, 320]
column-number-6: ୬ — [776, 84, 975, 98]
cell-area-hectare: ୦.୦୦୧୯୮୩ — [1193, 679, 1259, 719]
column-number-5: ୫ — [226, 84, 292, 98]
cell-area-hectare: ୦.୦୪୮୫୬୩୩ — [226, 1304, 292, 1332]
cell-land-kisam: ବିଆଳି — [1132, 1013, 1193, 1041]
cell-land-kisam: ଶାରଦ ୩ — [1132, 360, 1193, 388]
cell-serial-no: ୬୦୯ — [498, 1813, 534, 1830]
cell-survey-no: ୧୬୫୧ — [535, 821, 599, 849]
cell-land-type: ବେସରକାରୀ — [599, 1003, 649, 1031]
